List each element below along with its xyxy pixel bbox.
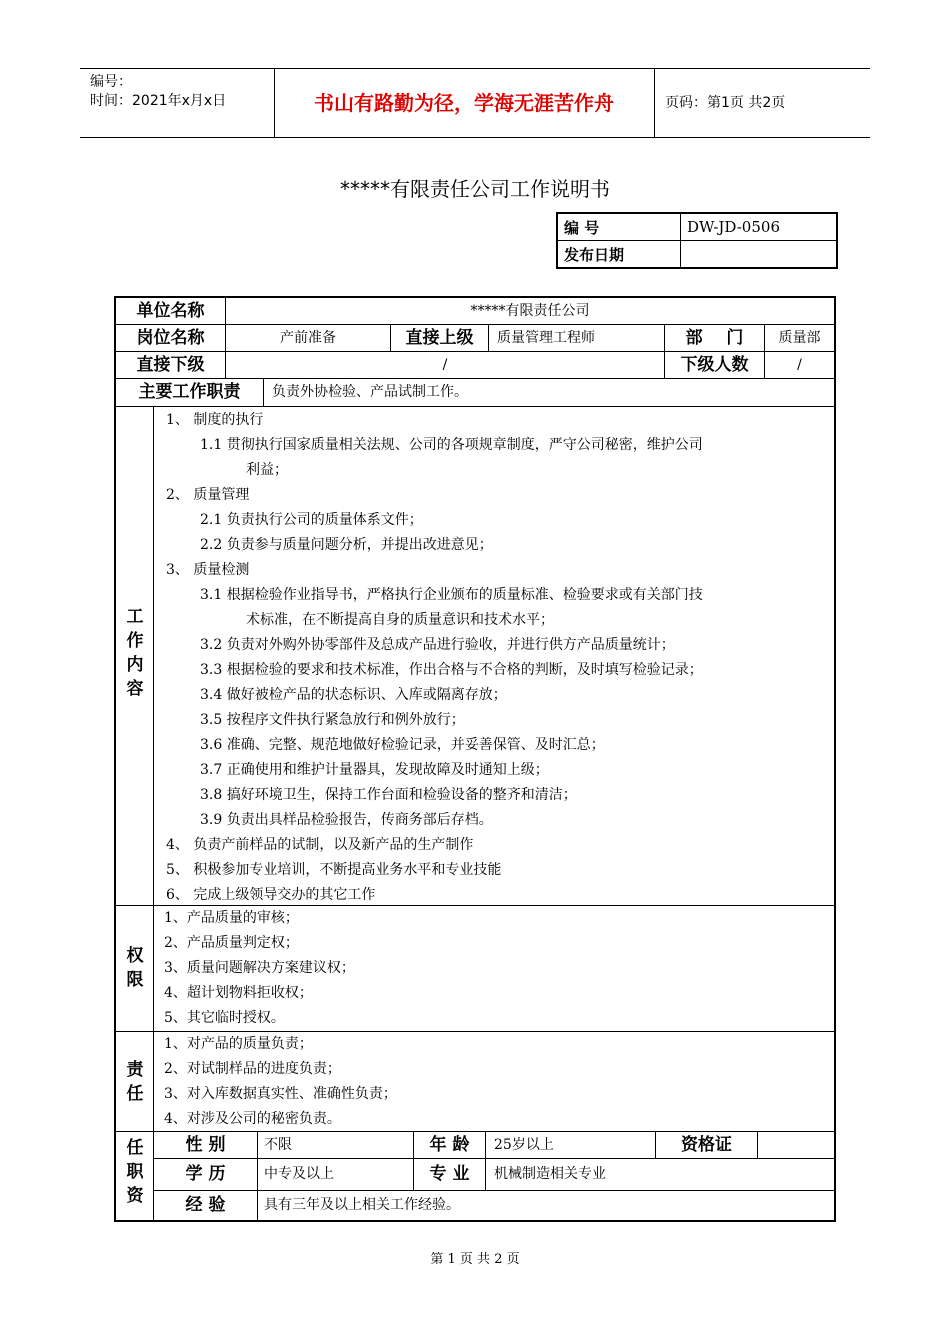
code-table	[556, 212, 838, 269]
work-line: 3.4 做好被检产品的状态标识、入库或隔离存放；	[200, 687, 507, 703]
work-line: 3.1 根据检验作业指导书，严格执行企业颁布的质量标准、检验要求或有关部门技	[200, 587, 703, 603]
document-header	[80, 68, 870, 138]
page-info-cell	[655, 69, 870, 137]
superior-label: 直接上级	[405, 328, 474, 348]
work-line: 1.1 贯彻执行国家质量相关法规、公司的各项规章制度，严守公司秘密，维护公司	[200, 437, 703, 453]
edu-label-cell	[154, 1159, 258, 1191]
responsibility-line: 3、对入库数据真实性、准确性负责；	[164, 1086, 397, 1102]
edu-label: 学 历	[185, 1164, 226, 1184]
work-line: 2、 质量管理	[166, 487, 250, 503]
unit-value: *****有限责任公司	[470, 303, 590, 319]
work-line: 2.2 负责参与质量问题分析，并提出改进意见；	[200, 537, 493, 553]
edu-value: 中专及以上	[264, 1166, 334, 1182]
page-title: *****有限责任公司工作说明书	[340, 177, 610, 201]
position-label-cell	[116, 325, 226, 352]
authority-label-text: 权限	[126, 946, 144, 990]
duty-value-cell	[264, 379, 834, 407]
work-line: 3.8 搞好环境卫生，保持工作台面和检验设备的整齐和清洁；	[200, 787, 577, 803]
responsibility-line: 4、对涉及公司的秘密负责。	[164, 1111, 341, 1127]
publish-date-label: 发布日期	[557, 241, 681, 269]
sub-count-value: /	[797, 357, 802, 373]
work-line: 3.2 负责对外购外协零部件及总成产品进行验收，并进行供方产品质量统计；	[200, 637, 675, 653]
superior-label-cell	[391, 325, 489, 352]
subordinate-label-cell	[116, 352, 226, 379]
authority-label	[123, 944, 147, 992]
work-line: 3.7 正确使用和维护计量器具，发现故障及时通知上级；	[200, 762, 549, 778]
dept-value-cell	[765, 325, 834, 352]
responsibility-label-cell	[116, 1032, 154, 1132]
sub-count-label: 下级人数	[680, 355, 749, 375]
code-number-value: DW-JD-0506	[681, 213, 838, 241]
age-value-cell	[486, 1132, 656, 1159]
work-line: 3.9 负责出具样品检验报告，传商务部后存档。	[200, 812, 493, 828]
work-line: 5、 积极参加专业培训，不断提高业务水平和专业技能	[166, 862, 502, 878]
major-value: 机械制造相关专业	[494, 1166, 606, 1182]
age-value: 25岁以上	[494, 1137, 554, 1153]
work-line: 术标准，在不断提高自身的质量意识和技术水平；	[246, 612, 554, 628]
time-label: 时间：2021年x月x日	[90, 93, 227, 109]
header-meta	[80, 69, 275, 137]
work-line: 2.1 负责执行公司的质量体系文件；	[200, 512, 423, 528]
work-line: 1、 制度的执行	[166, 412, 264, 428]
cert-label: 资格证	[681, 1135, 732, 1155]
position-value: 产前准备	[280, 330, 336, 346]
work-line: 3、 质量检测	[166, 562, 250, 578]
work-label-cell	[116, 407, 154, 906]
authority-line: 3、质量问题解决方案建议权；	[164, 960, 355, 976]
work-line: 6、 完成上级领导交办的其它工作	[166, 887, 376, 903]
dept-label-cell	[665, 325, 765, 352]
position-label: 岗位名称	[136, 328, 205, 348]
gender-label-cell	[154, 1132, 258, 1159]
job-description-form	[114, 296, 836, 1222]
authority-content-cell	[154, 906, 834, 1032]
duty-label: 主要工作职责	[138, 382, 241, 402]
cert-label-cell	[656, 1132, 758, 1159]
superior-value: 质量管理工程师	[497, 330, 595, 346]
age-label: 年 龄	[429, 1135, 470, 1155]
major-label-cell	[414, 1159, 486, 1191]
responsibility-content-cell	[154, 1032, 834, 1132]
subordinate-label: 直接下级	[136, 355, 205, 375]
exp-label: 经 验	[185, 1195, 226, 1215]
work-line: 3.3 根据检验的要求和技术标准，作出合格与不合格的判断，及时填写检验记录；	[200, 662, 703, 678]
motto-cell	[274, 69, 655, 137]
position-value-cell	[226, 325, 391, 352]
responsibility-line: 2、对试制样品的进度负责；	[164, 1061, 341, 1077]
gender-value: 不限	[264, 1137, 292, 1153]
work-label-text: 工作内容	[126, 607, 144, 699]
exp-value-cell	[258, 1191, 834, 1220]
authority-line: 2、产品质量判定权；	[164, 935, 299, 951]
subordinate-value-cell	[226, 352, 665, 379]
code-number-label: 编 号	[557, 213, 681, 241]
sub-count-value-cell	[765, 352, 834, 379]
unit-value-cell	[226, 298, 834, 325]
superior-value-cell	[489, 325, 665, 352]
page-footer: 第 1 页 共 2 页	[430, 1252, 520, 1267]
exp-label-cell	[154, 1191, 258, 1220]
authority-line: 4、超计划物料拒收权；	[164, 985, 313, 1001]
code-label: 编号：	[90, 74, 132, 90]
qualification-label	[123, 1136, 147, 1208]
motto: 书山有路勤为径，学海无涯苦作舟	[314, 91, 614, 115]
sub-count-label-cell	[665, 352, 765, 379]
page-info: 页码：第1页 共2页	[665, 95, 786, 111]
responsibility-label-text: 责任	[126, 1060, 144, 1104]
major-label: 专 业	[429, 1164, 470, 1184]
responsibility-label	[123, 1058, 147, 1106]
authority-label-cell	[116, 906, 154, 1032]
duty-label-cell	[116, 379, 264, 407]
work-label	[123, 605, 147, 701]
work-line: 利益；	[246, 462, 288, 478]
work-content-cell	[154, 407, 834, 906]
subordinate-value: /	[442, 357, 448, 373]
major-value-cell	[486, 1159, 834, 1191]
publish-date-value	[681, 241, 838, 269]
work-line: 3.6 准确、完整、规范地做好检验记录，并妥善保管、及时汇总；	[200, 737, 605, 753]
authority-line: 5、其它临时授权。	[164, 1010, 285, 1026]
authority-line: 1、产品质量的审核；	[164, 910, 299, 926]
duty-value: 负责外协检验、产品试制工作。	[272, 384, 468, 400]
gender-value-cell	[258, 1132, 414, 1159]
responsibility-line: 1、对产品的质量负责；	[164, 1036, 313, 1052]
cert-value-cell	[758, 1132, 834, 1159]
gender-label: 性 别	[185, 1135, 226, 1155]
unit-label-cell	[116, 298, 226, 325]
unit-label: 单位名称	[136, 301, 205, 321]
dept-value: 质量部	[778, 330, 821, 346]
work-line: 4、 负责产前样品的试制，以及新产品的生产制作	[166, 837, 474, 853]
qualification-label-cell	[116, 1132, 154, 1220]
dept-label: 部 门	[685, 328, 744, 348]
age-label-cell	[414, 1132, 486, 1159]
edu-value-cell	[258, 1159, 414, 1191]
work-line: 3.5 按程序文件执行紧急放行和例外放行；	[200, 712, 465, 728]
qualification-label-text: 任职资	[126, 1138, 144, 1206]
exp-value: 具有三年及以上相关工作经验。	[264, 1197, 460, 1213]
